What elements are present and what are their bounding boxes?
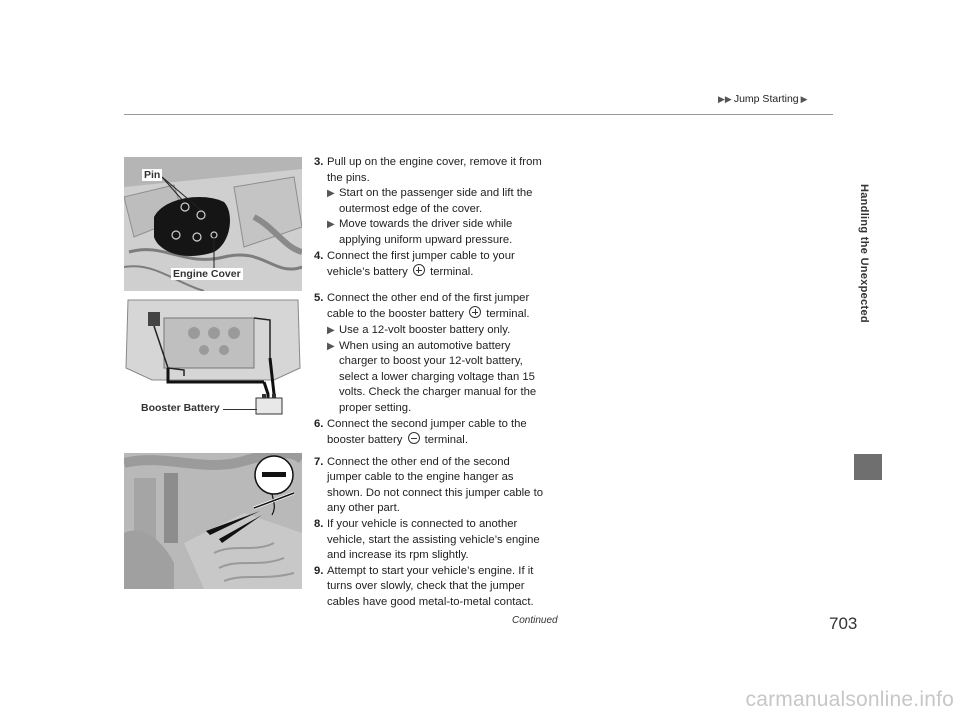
step-text-fragment: terminal. [430,266,474,279]
step-text-fragment: vehicle’s battery [327,266,408,279]
step-7 [314,455,558,517]
step-text-line: Attempt to start your vehicle’s engine. If it [327,564,534,577]
engine-hanger-illustration [124,453,302,589]
negative-terminal-icon [408,432,420,444]
section-tab [856,184,872,454]
note-text-line: proper setting. [339,401,412,414]
step-number: 6. [314,417,324,430]
step-number: 5. [314,291,324,304]
step-text-line: Connect the other end of the first jumper [327,291,530,304]
breadcrumb [718,93,808,105]
step-text-fragment: booster battery [327,434,403,447]
note-arrow-icon: ▶ [327,188,335,200]
positive-terminal-icon [469,306,481,318]
step-5-note-2 [314,339,558,417]
watermark: carmanualsonline.info [745,688,954,711]
engine-cover-label: Engine Cover [173,268,241,280]
continued-label: Continued [512,615,558,626]
booster-battery-label: Booster Battery [141,402,220,414]
step-text-line: Connect the second jumper cable to the [327,417,527,430]
step-3 [314,155,558,186]
step-text-line: shown. Do not connect this jumper cable to [327,486,544,499]
note-arrow-icon: ▶ [327,219,335,231]
note-text-line: Start on the passenger side and lift the [339,187,533,200]
breadcrumb-arrows-icon: ▶▶ [718,93,732,104]
step-text-line: Pull up on the engine cover, remove it from [327,156,542,168]
note-arrow-icon: ▶ [327,324,335,336]
booster-battery-leader [223,409,257,410]
step-5 [314,291,558,323]
step-text-line [327,306,558,323]
step-text-line: the pins. [327,171,370,184]
step-text-line: cables have good metal-to-metal contact. [327,596,534,609]
step-number: 9. [314,564,324,577]
note-arrow-icon: ▶ [327,340,335,352]
engine-cover-figure [124,157,302,291]
engine-hanger-figure [124,453,302,589]
breadcrumb-title[interactable]: Jump Starting [733,93,799,105]
note-text-line: select a lower charging voltage than 15 [339,370,535,383]
note-text-line: charger to boost your 12-volt battery, [339,355,523,368]
step-3-note-2 [314,217,558,248]
section-tab-marker [854,454,882,480]
step-5-note-1 [314,323,558,339]
positive-terminal-icon [413,264,425,276]
step-text-line [327,264,558,281]
note-text-line: applying uniform upward pressure. [339,233,513,246]
step-4 [314,249,558,281]
step-number: 3. [314,156,324,168]
step-text-line [327,432,558,449]
step-number: 4. [314,249,324,262]
step-text-line: and increase its rpm slightly. [327,549,469,562]
step-number: 7. [314,455,324,468]
header-divider [124,114,833,115]
step-text-fragment: cable to the booster battery [327,308,464,321]
step-text-fragment: terminal. [424,434,468,447]
step-6 [314,417,558,449]
step-8 [314,517,558,564]
section-tab-label: Handling the Unexpected [858,184,870,323]
step-text-line: Connect the other end of the second [327,455,510,468]
step-3-note-1 [314,186,558,217]
step-text-line: Connect the first jumper cable to your [327,249,515,262]
step-9 [314,564,558,611]
note-text-line: Use a 12-volt booster battery only. [339,323,511,336]
step-number: 8. [314,518,324,531]
note-text-line: When using an automotive battery [339,339,511,352]
note-text-line: outermost edge of the cover. [339,202,483,215]
page-number: 703 [829,614,858,633]
step-text-line: If your vehicle is connected to another [327,518,518,531]
breadcrumb-end-arrow-icon: ▶ [800,93,808,104]
note-text-line: volts. Check the charger manual for the [339,386,537,399]
booster-battery-figure [124,298,302,432]
pin-label: Pin [144,169,161,181]
step-text-line: turns over slowly, check that the jumper [327,580,525,593]
step-text-line: jumper cable to the engine hanger as [327,471,514,484]
step-text-fragment: terminal. [486,308,530,321]
instruction-steps [314,155,558,611]
step-text-line: vehicle, start the assisting vehicle’s engine [327,533,540,546]
note-text-line: Move towards the driver side while [339,218,513,231]
step-text-line: any other part. [327,502,400,515]
